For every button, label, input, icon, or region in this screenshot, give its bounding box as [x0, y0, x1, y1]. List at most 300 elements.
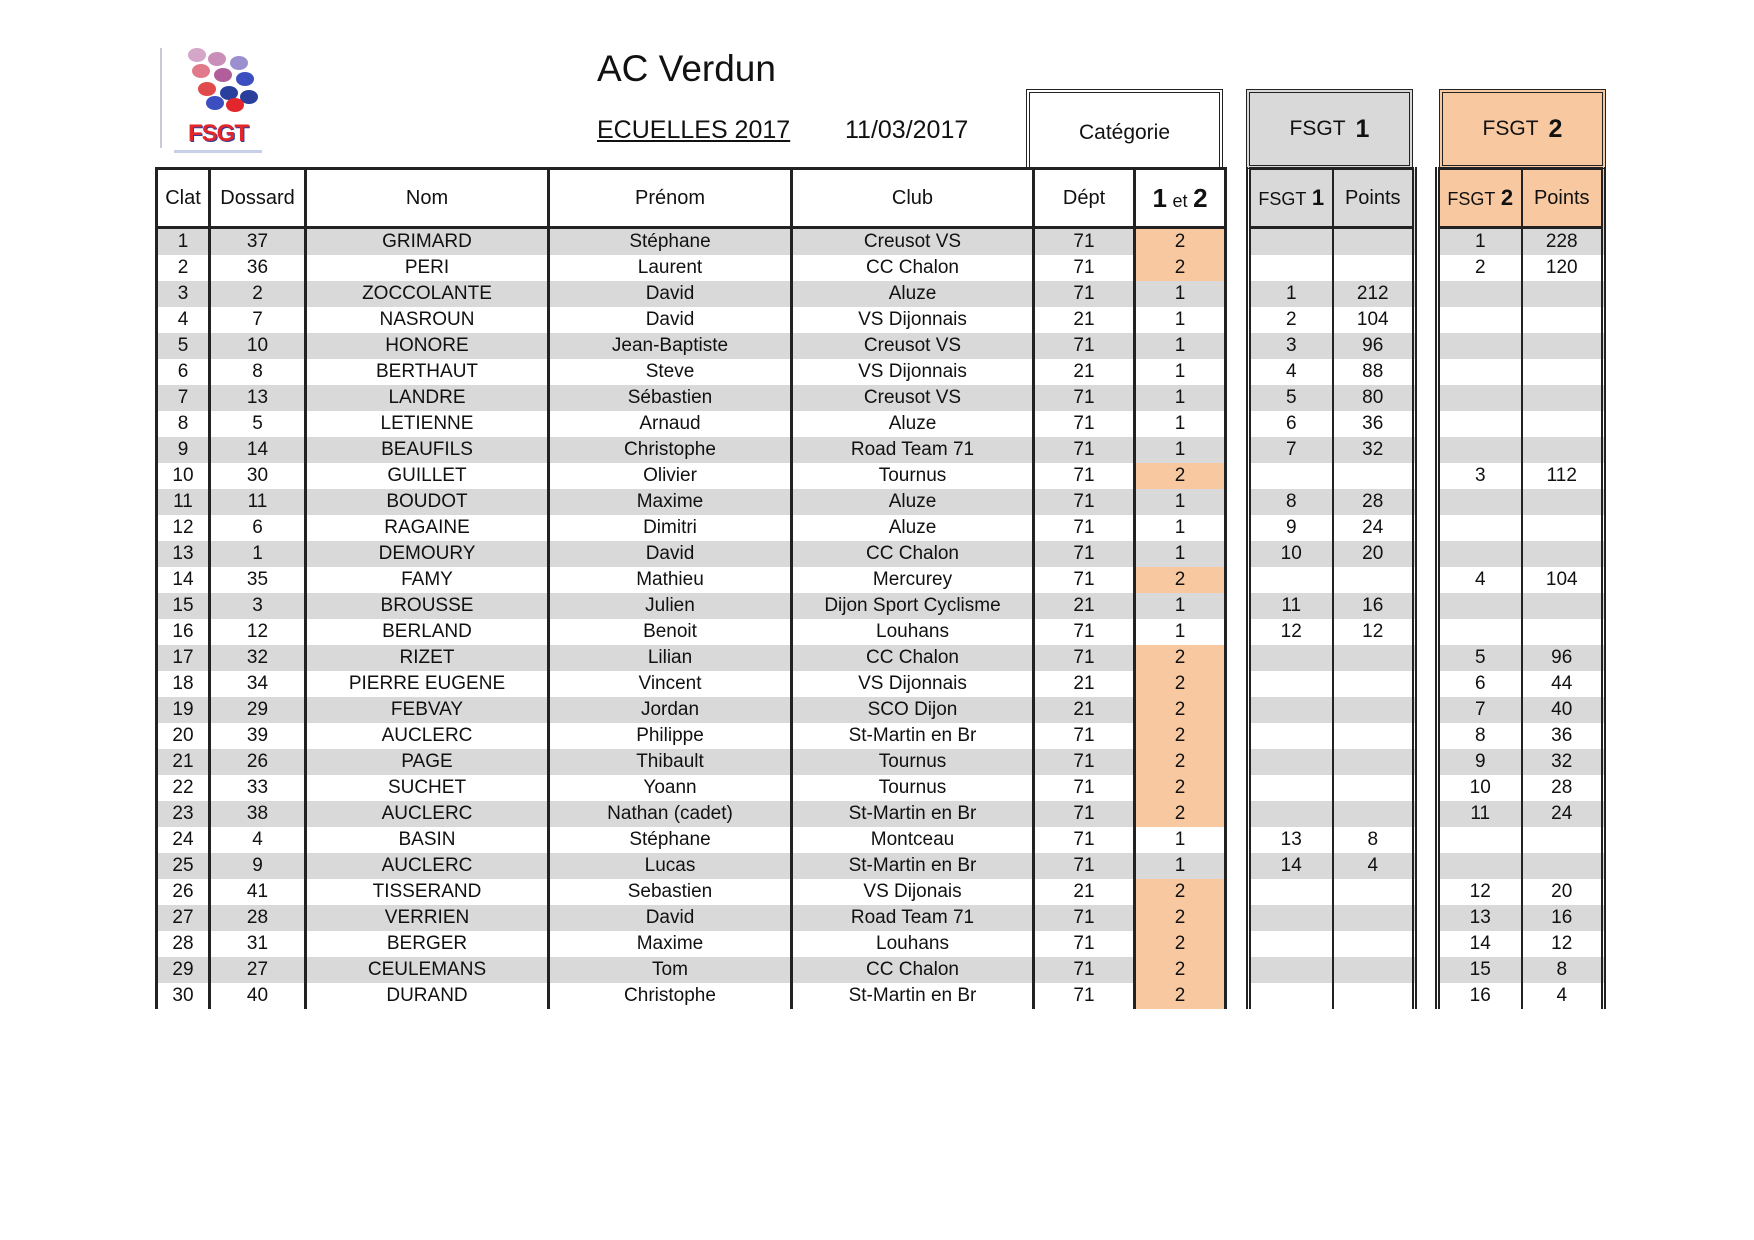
- cell-fsgt1-rank: [1249, 463, 1333, 489]
- cell-dossard: 11: [210, 489, 306, 515]
- table-row: [157, 853, 1604, 879]
- cell-points2: 40: [1522, 697, 1604, 723]
- col-header-dept: Dépt: [1034, 169, 1135, 228]
- cell-points2: [1522, 515, 1604, 541]
- cell-points2: 228: [1522, 228, 1604, 256]
- cell-fsgt2-rank: 6: [1438, 671, 1522, 697]
- cell-nom: PAGE: [306, 749, 549, 775]
- cell-fsgt1-rank: 10: [1249, 541, 1333, 567]
- cell-fsgt2-rank: 9: [1438, 749, 1522, 775]
- cell-gap: [1415, 307, 1438, 333]
- cell-gap: [1226, 853, 1249, 879]
- cell-clat: 18: [157, 671, 210, 697]
- cell-fsgt1-rank: [1249, 228, 1333, 256]
- cell-dossard: 37: [210, 228, 306, 256]
- cell-clat: 9: [157, 437, 210, 463]
- cell-dept: 71: [1034, 775, 1135, 801]
- cell-nom: VERRIEN: [306, 905, 549, 931]
- cell-prenom: Arnaud: [549, 411, 792, 437]
- cell-fsgt1-rank: [1249, 255, 1333, 281]
- cell-points2: [1522, 437, 1604, 463]
- cell-categorie: 1: [1135, 333, 1226, 359]
- cell-dossard: 35: [210, 567, 306, 593]
- cell-dossard: 14: [210, 437, 306, 463]
- cell-points1: 32: [1333, 437, 1415, 463]
- cell-prenom: Christophe: [549, 437, 792, 463]
- cell-club: Road Team 71: [792, 437, 1034, 463]
- cell-club: Dijon Sport Cyclisme: [792, 593, 1034, 619]
- cell-prenom: Lilian: [549, 645, 792, 671]
- cell-clat: 21: [157, 749, 210, 775]
- cell-dept: 21: [1034, 879, 1135, 905]
- col-header-prenom: Prénom: [549, 169, 792, 228]
- cell-points2: 28: [1522, 775, 1604, 801]
- cell-points2: [1522, 281, 1604, 307]
- cell-points2: [1522, 385, 1604, 411]
- cell-club: Aluze: [792, 489, 1034, 515]
- cell-prenom: David: [549, 307, 792, 333]
- cell-categorie: 2: [1135, 697, 1226, 723]
- cell-gap: [1415, 515, 1438, 541]
- cell-gap: [1415, 593, 1438, 619]
- cell-points2: [1522, 359, 1604, 385]
- cell-club: CC Chalon: [792, 541, 1034, 567]
- table-row: [157, 463, 1604, 489]
- cell-dossard: 31: [210, 931, 306, 957]
- cell-points2: [1522, 411, 1604, 437]
- table-row: [157, 801, 1604, 827]
- cell-gap: [1415, 983, 1438, 1009]
- table-row: [157, 775, 1604, 801]
- cell-dossard: 1: [210, 541, 306, 567]
- cell-dept: 71: [1034, 853, 1135, 879]
- cell-fsgt2-rank: 3: [1438, 463, 1522, 489]
- table-row: [157, 307, 1604, 333]
- cell-dept: 71: [1034, 567, 1135, 593]
- cell-gap: [1226, 619, 1249, 645]
- cell-points2: [1522, 489, 1604, 515]
- cell-gap: [1415, 879, 1438, 905]
- cell-gap: [1415, 645, 1438, 671]
- cell-club: CC Chalon: [792, 957, 1034, 983]
- cell-gap: [1226, 593, 1249, 619]
- cell-gap: [1226, 411, 1249, 437]
- cell-points2: [1522, 333, 1604, 359]
- cell-club: Louhans: [792, 619, 1034, 645]
- cell-fsgt2-rank: 8: [1438, 723, 1522, 749]
- cell-dossard: 38: [210, 801, 306, 827]
- cell-gap: [1226, 645, 1249, 671]
- cell-clat: 8: [157, 411, 210, 437]
- cell-fsgt2-rank: 13: [1438, 905, 1522, 931]
- table-row: [157, 489, 1604, 515]
- cell-points1: 88: [1333, 359, 1415, 385]
- fsgt1-col-label: FSGT: [1258, 189, 1307, 209]
- cell-fsgt2-rank: [1438, 541, 1522, 567]
- col-header-club: Club: [792, 169, 1034, 228]
- cell-dossard: 8: [210, 359, 306, 385]
- cell-dossard: 4: [210, 827, 306, 853]
- column-gap: [1415, 169, 1438, 228]
- cell-gap: [1415, 385, 1438, 411]
- table-row: [157, 957, 1604, 983]
- cell-dossard: 7: [210, 307, 306, 333]
- cell-fsgt1-rank: 1: [1249, 281, 1333, 307]
- cell-fsgt1-rank: 12: [1249, 619, 1333, 645]
- cell-fsgt1-rank: [1249, 671, 1333, 697]
- cell-fsgt2-rank: 7: [1438, 697, 1522, 723]
- cell-gap: [1226, 879, 1249, 905]
- cell-gap: [1415, 359, 1438, 385]
- cell-clat: 4: [157, 307, 210, 333]
- cell-fsgt2-rank: [1438, 593, 1522, 619]
- col-header-dossard: Dossard: [210, 169, 306, 228]
- table-row: [157, 931, 1604, 957]
- cell-fsgt2-rank: [1438, 359, 1522, 385]
- cell-categorie: 1: [1135, 385, 1226, 411]
- cell-points1: [1333, 749, 1415, 775]
- cell-gap: [1226, 983, 1249, 1009]
- cell-fsgt1-rank: [1249, 801, 1333, 827]
- categorie-header-box: [1026, 89, 1223, 173]
- cell-fsgt1-rank: 7: [1249, 437, 1333, 463]
- cell-points2: 104: [1522, 567, 1604, 593]
- cell-gap: [1226, 515, 1249, 541]
- cell-nom: CEULEMANS: [306, 957, 549, 983]
- cell-dept: 71: [1034, 541, 1135, 567]
- cell-club: St-Martin en Br: [792, 723, 1034, 749]
- cell-gap: [1415, 931, 1438, 957]
- cell-gap: [1226, 541, 1249, 567]
- cell-fsgt1-rank: [1249, 931, 1333, 957]
- cell-points2: 112: [1522, 463, 1604, 489]
- cell-gap: [1226, 801, 1249, 827]
- cell-categorie: 2: [1135, 801, 1226, 827]
- cell-nom: SUCHET: [306, 775, 549, 801]
- cell-categorie: 2: [1135, 567, 1226, 593]
- cell-clat: 6: [157, 359, 210, 385]
- cell-clat: 28: [157, 931, 210, 957]
- cell-dept: 71: [1034, 619, 1135, 645]
- cell-gap: [1226, 255, 1249, 281]
- cell-nom: TISSERAND: [306, 879, 549, 905]
- cell-categorie: 2: [1135, 228, 1226, 256]
- cell-categorie: 2: [1135, 957, 1226, 983]
- cell-clat: 10: [157, 463, 210, 489]
- cell-categorie: 1: [1135, 489, 1226, 515]
- cell-categorie: 1: [1135, 593, 1226, 619]
- cell-fsgt1-rank: [1249, 645, 1333, 671]
- cell-prenom: Mathieu: [549, 567, 792, 593]
- cell-fsgt1-rank: 11: [1249, 593, 1333, 619]
- cell-points2: [1522, 593, 1604, 619]
- cell-dossard: 39: [210, 723, 306, 749]
- cell-fsgt2-rank: 16: [1438, 983, 1522, 1009]
- cell-prenom: Steve: [549, 359, 792, 385]
- cell-points2: 44: [1522, 671, 1604, 697]
- cell-categorie: 1: [1135, 307, 1226, 333]
- cell-fsgt2-rank: [1438, 853, 1522, 879]
- cell-dept: 71: [1034, 437, 1135, 463]
- cell-clat: 30: [157, 983, 210, 1009]
- cell-clat: 1: [157, 228, 210, 256]
- cell-clat: 24: [157, 827, 210, 853]
- table-row: [157, 411, 1604, 437]
- cell-gap: [1415, 228, 1438, 256]
- cell-points2: [1522, 619, 1604, 645]
- cell-dossard: 34: [210, 671, 306, 697]
- table-row: [157, 541, 1604, 567]
- cell-dossard: 40: [210, 983, 306, 1009]
- cell-points1: [1333, 983, 1415, 1009]
- col-header-points1: Points: [1333, 169, 1415, 228]
- cell-gap: [1415, 905, 1438, 931]
- cell-points1: 16: [1333, 593, 1415, 619]
- cell-dept: 21: [1034, 593, 1135, 619]
- cell-categorie: 1: [1135, 437, 1226, 463]
- cell-club: VS Dijonnais: [792, 671, 1034, 697]
- cell-dossard: 2: [210, 281, 306, 307]
- cell-points1: 36: [1333, 411, 1415, 437]
- cell-gap: [1226, 827, 1249, 853]
- cell-dept: 71: [1034, 281, 1135, 307]
- table-row: [157, 983, 1604, 1009]
- cell-categorie: 2: [1135, 671, 1226, 697]
- cell-clat: 17: [157, 645, 210, 671]
- cell-points1: [1333, 228, 1415, 256]
- cell-points1: 212: [1333, 281, 1415, 307]
- cell-categorie: 1: [1135, 359, 1226, 385]
- cell-dossard: 28: [210, 905, 306, 931]
- logo-caption-bar: [174, 150, 262, 153]
- cell-prenom: Philippe: [549, 723, 792, 749]
- table-row: [157, 905, 1604, 931]
- fsgt1-box-number: 1: [1355, 114, 1370, 143]
- cell-gap: [1415, 619, 1438, 645]
- table-row: [157, 671, 1604, 697]
- cell-club: Creusot VS: [792, 333, 1034, 359]
- cell-clat: 2: [157, 255, 210, 281]
- cell-points1: 8: [1333, 827, 1415, 853]
- cell-dept: 71: [1034, 385, 1135, 411]
- cell-gap: [1415, 957, 1438, 983]
- cell-gap: [1226, 385, 1249, 411]
- cell-nom: LANDRE: [306, 385, 549, 411]
- cell-fsgt2-rank: 1: [1438, 228, 1522, 256]
- cell-points1: 96: [1333, 333, 1415, 359]
- cell-club: CC Chalon: [792, 255, 1034, 281]
- event-date: 11/03/2017: [845, 116, 969, 144]
- cell-clat: 16: [157, 619, 210, 645]
- table-row: [157, 333, 1604, 359]
- cell-gap: [1415, 697, 1438, 723]
- cell-points1: [1333, 905, 1415, 931]
- cell-nom: RIZET: [306, 645, 549, 671]
- cell-points1: [1333, 697, 1415, 723]
- cell-points1: 12: [1333, 619, 1415, 645]
- cell-points2: 32: [1522, 749, 1604, 775]
- cell-prenom: Maxime: [549, 931, 792, 957]
- cell-points2: 4: [1522, 983, 1604, 1009]
- cell-gap: [1415, 775, 1438, 801]
- cell-prenom: David: [549, 541, 792, 567]
- cell-points2: 12: [1522, 931, 1604, 957]
- cell-points2: [1522, 541, 1604, 567]
- cell-categorie: 2: [1135, 749, 1226, 775]
- cell-dept: 21: [1034, 359, 1135, 385]
- cell-nom: FEBVAY: [306, 697, 549, 723]
- cell-fsgt2-rank: 14: [1438, 931, 1522, 957]
- cell-fsgt2-rank: [1438, 307, 1522, 333]
- cell-gap: [1226, 723, 1249, 749]
- cell-fsgt2-rank: 15: [1438, 957, 1522, 983]
- cell-gap: [1415, 411, 1438, 437]
- cell-gap: [1226, 957, 1249, 983]
- cell-dept: 21: [1034, 307, 1135, 333]
- cell-points1: [1333, 567, 1415, 593]
- cell-points2: 8: [1522, 957, 1604, 983]
- cell-gap: [1226, 281, 1249, 307]
- cell-fsgt2-rank: [1438, 515, 1522, 541]
- cell-fsgt1-rank: [1249, 983, 1333, 1009]
- cell-clat: 13: [157, 541, 210, 567]
- table-row: [157, 437, 1604, 463]
- cell-categorie: 1: [1135, 411, 1226, 437]
- cell-dossard: 6: [210, 515, 306, 541]
- cell-gap: [1415, 749, 1438, 775]
- cell-nom: PIERRE EUGENE: [306, 671, 549, 697]
- cell-clat: 11: [157, 489, 210, 515]
- cell-categorie: 1: [1135, 515, 1226, 541]
- cell-clat: 29: [157, 957, 210, 983]
- cell-dept: 71: [1034, 801, 1135, 827]
- cell-dossard: 30: [210, 463, 306, 489]
- cell-points2: [1522, 853, 1604, 879]
- cell-categorie: 2: [1135, 775, 1226, 801]
- cell-nom: LETIENNE: [306, 411, 549, 437]
- cell-dept: 71: [1034, 827, 1135, 853]
- cell-nom: AUCLERC: [306, 723, 549, 749]
- cell-categorie: 2: [1135, 645, 1226, 671]
- table-row: [157, 645, 1604, 671]
- cell-dossard: 29: [210, 697, 306, 723]
- cell-club: VS Dijonais: [792, 879, 1034, 905]
- cell-points1: [1333, 645, 1415, 671]
- cell-fsgt1-rank: [1249, 957, 1333, 983]
- cell-nom: AUCLERC: [306, 801, 549, 827]
- cell-dept: 71: [1034, 489, 1135, 515]
- table-header-row: [157, 169, 1604, 228]
- cat-header-et: et: [1172, 190, 1188, 211]
- table-row: [157, 515, 1604, 541]
- logo-wordmark: FSGT: [188, 120, 248, 147]
- cell-categorie: 1: [1135, 541, 1226, 567]
- cell-club: SCO Dijon: [792, 697, 1034, 723]
- col-header-categorie: [1135, 169, 1226, 228]
- cell-fsgt2-rank: 4: [1438, 567, 1522, 593]
- cell-fsgt1-rank: 6: [1249, 411, 1333, 437]
- cell-points1: 28: [1333, 489, 1415, 515]
- cell-nom: GRIMARD: [306, 228, 549, 256]
- cell-dossard: 5: [210, 411, 306, 437]
- cell-club: St-Martin en Br: [792, 801, 1034, 827]
- cell-dossard: 26: [210, 749, 306, 775]
- cell-fsgt2-rank: [1438, 437, 1522, 463]
- cell-fsgt1-rank: 3: [1249, 333, 1333, 359]
- cell-fsgt2-rank: 10: [1438, 775, 1522, 801]
- cell-clat: 14: [157, 567, 210, 593]
- cell-categorie: 1: [1135, 281, 1226, 307]
- cell-points1: [1333, 931, 1415, 957]
- cell-categorie: 2: [1135, 879, 1226, 905]
- cell-clat: 23: [157, 801, 210, 827]
- cell-gap: [1226, 697, 1249, 723]
- cell-fsgt2-rank: [1438, 827, 1522, 853]
- cell-clat: 19: [157, 697, 210, 723]
- cell-nom: BERGER: [306, 931, 549, 957]
- cell-gap: [1415, 541, 1438, 567]
- cell-nom: GUILLET: [306, 463, 549, 489]
- cell-fsgt2-rank: [1438, 281, 1522, 307]
- cell-gap: [1415, 255, 1438, 281]
- logo-divider: [160, 48, 162, 148]
- cell-nom: BEAUFILS: [306, 437, 549, 463]
- cell-fsgt1-rank: [1249, 697, 1333, 723]
- cell-gap: [1415, 801, 1438, 827]
- cell-gap: [1226, 749, 1249, 775]
- fsgt1-header-box: [1246, 89, 1413, 169]
- cell-clat: 25: [157, 853, 210, 879]
- cell-gap: [1415, 489, 1438, 515]
- cell-fsgt2-rank: [1438, 385, 1522, 411]
- cell-clat: 3: [157, 281, 210, 307]
- table-row: [157, 385, 1604, 411]
- cell-club: VS Dijonnais: [792, 307, 1034, 333]
- cell-prenom: Stéphane: [549, 228, 792, 256]
- cell-club: Louhans: [792, 931, 1034, 957]
- cell-prenom: Nathan (cadet): [549, 801, 792, 827]
- table-row: [157, 228, 1604, 256]
- cell-clat: 12: [157, 515, 210, 541]
- cell-points2: 16: [1522, 905, 1604, 931]
- cell-dossard: 36: [210, 255, 306, 281]
- table-row: [157, 879, 1604, 905]
- col-header-fsgt2: [1438, 169, 1522, 228]
- cell-dept: 71: [1034, 411, 1135, 437]
- cell-club: Creusot VS: [792, 228, 1034, 256]
- cell-categorie: 2: [1135, 463, 1226, 489]
- cell-fsgt2-rank: [1438, 619, 1522, 645]
- table-row: [157, 827, 1604, 853]
- cell-gap: [1226, 228, 1249, 256]
- cell-prenom: Thibault: [549, 749, 792, 775]
- fsgt-logo: [160, 46, 266, 154]
- cell-nom: DEMOURY: [306, 541, 549, 567]
- cell-dept: 71: [1034, 983, 1135, 1009]
- table-row: [157, 723, 1604, 749]
- table-row: [157, 697, 1604, 723]
- logo-figures-icon: [178, 46, 262, 110]
- page-title: AC Verdun: [597, 48, 776, 89]
- cell-gap: [1415, 333, 1438, 359]
- cell-categorie: 2: [1135, 723, 1226, 749]
- cell-prenom: Stéphane: [549, 827, 792, 853]
- results-body: [157, 228, 1604, 1010]
- cell-clat: 15: [157, 593, 210, 619]
- cell-gap: [1226, 931, 1249, 957]
- cell-dept: 21: [1034, 671, 1135, 697]
- cell-club: Aluze: [792, 281, 1034, 307]
